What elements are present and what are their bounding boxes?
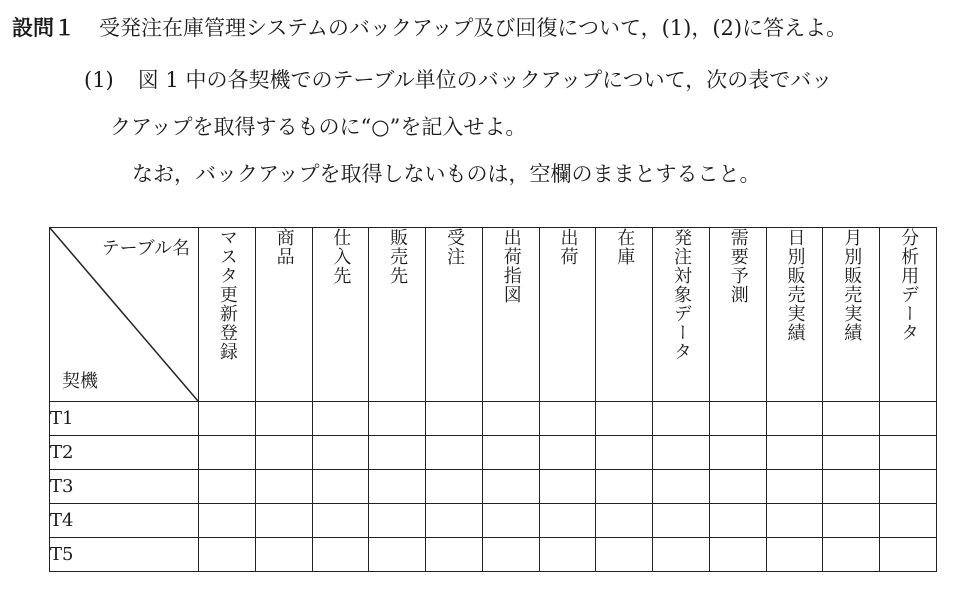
answer-cell[interactable] — [709, 470, 766, 504]
answer-cell[interactable] — [312, 504, 369, 538]
answer-cell[interactable] — [539, 402, 596, 436]
answer-cell[interactable] — [426, 402, 483, 436]
answer-cell[interactable] — [653, 470, 710, 504]
table-row — [50, 402, 937, 436]
answer-cell[interactable] — [482, 470, 539, 504]
question-heading — [12, 12, 847, 42]
column-header-label: 仕入先 — [330, 228, 352, 285]
answer-cell[interactable] — [539, 538, 596, 572]
answer-cell[interactable] — [426, 470, 483, 504]
row-header: T2 — [50, 436, 199, 470]
answer-cell[interactable] — [199, 436, 256, 470]
answer-cell[interactable] — [596, 402, 653, 436]
question-text: 受発注在庫管理システムのバックアップ及び回復について，(1)，(2)に答えよ。 — [99, 16, 848, 40]
answer-cell[interactable] — [823, 436, 880, 470]
answer-cell[interactable] — [482, 538, 539, 572]
answer-cell[interactable] — [709, 504, 766, 538]
answer-cell[interactable] — [312, 436, 369, 470]
answer-cell[interactable] — [653, 538, 710, 572]
answer-cell[interactable] — [766, 470, 823, 504]
answer-cell[interactable] — [369, 402, 426, 436]
answer-cell[interactable] — [653, 402, 710, 436]
column-header-label: 販売先 — [387, 228, 409, 285]
column-header — [199, 228, 256, 402]
answer-cell[interactable] — [199, 402, 256, 436]
table-body — [50, 402, 937, 572]
answer-cell[interactable] — [596, 436, 653, 470]
answer-cell[interactable] — [766, 436, 823, 470]
answer-cell[interactable] — [255, 402, 312, 436]
trigger-label: 契機 — [62, 371, 98, 392]
answer-cell[interactable] — [369, 436, 426, 470]
corner-header-cell — [50, 228, 199, 402]
column-header-label: 受注 — [443, 228, 465, 266]
answer-cell[interactable] — [199, 504, 256, 538]
answer-cell[interactable] — [369, 504, 426, 538]
column-header-label: 発注対象データ — [671, 228, 692, 361]
answer-cell[interactable] — [199, 470, 256, 504]
answer-cell[interactable] — [880, 402, 937, 436]
answer-cell[interactable] — [823, 402, 880, 436]
answer-cell[interactable] — [596, 470, 653, 504]
subquestion-text-1: 図 1 中の各契機でのテーブル単位のバックアップについて，次の表でバッ — [137, 68, 833, 92]
answer-cell[interactable] — [199, 538, 256, 572]
answer-cell[interactable] — [653, 436, 710, 470]
answer-cell[interactable] — [709, 402, 766, 436]
answer-cell[interactable] — [255, 436, 312, 470]
answer-cell[interactable] — [255, 504, 312, 538]
table-name-label: テーブル名 — [101, 238, 190, 259]
column-header — [653, 228, 710, 402]
answer-cell[interactable] — [823, 470, 880, 504]
answer-cell[interactable] — [880, 436, 937, 470]
column-header-label: 出荷 — [557, 228, 579, 266]
answer-cell[interactable] — [880, 538, 937, 572]
row-header: T5 — [50, 538, 199, 572]
column-header — [880, 228, 937, 402]
column-header-label: 在庫 — [614, 228, 636, 266]
answer-cell[interactable] — [880, 470, 937, 504]
column-header — [539, 228, 596, 402]
subquestion-line-2: クアップを取得するものに“○”を記入せよ。 — [110, 115, 527, 139]
answer-cell[interactable] — [823, 538, 880, 572]
column-header — [426, 228, 483, 402]
answer-cell[interactable] — [880, 504, 937, 538]
answer-cell[interactable] — [369, 538, 426, 572]
column-header-label: マスタ更新登録 — [216, 228, 238, 361]
column-header — [823, 228, 880, 402]
column-header — [312, 228, 369, 402]
column-header — [766, 228, 823, 402]
table-row — [50, 504, 937, 538]
row-header: T3 — [50, 470, 199, 504]
column-header-label: 出荷指図 — [500, 228, 522, 304]
question-label: 設問１ — [12, 16, 75, 40]
answer-cell[interactable] — [482, 436, 539, 470]
answer-cell[interactable] — [482, 402, 539, 436]
answer-cell[interactable] — [312, 402, 369, 436]
column-header-label: 月別販売実績 — [841, 228, 863, 342]
answer-cell[interactable] — [539, 504, 596, 538]
answer-cell[interactable] — [596, 504, 653, 538]
backup-table — [49, 227, 937, 572]
answer-cell[interactable] — [312, 470, 369, 504]
answer-cell[interactable] — [766, 504, 823, 538]
column-header — [596, 228, 653, 402]
answer-cell[interactable] — [312, 538, 369, 572]
column-header — [482, 228, 539, 402]
answer-cell[interactable] — [766, 402, 823, 436]
answer-cell[interactable] — [369, 470, 426, 504]
answer-cell[interactable] — [596, 538, 653, 572]
answer-cell[interactable] — [255, 538, 312, 572]
row-header: T1 — [50, 402, 199, 436]
answer-cell[interactable] — [823, 504, 880, 538]
answer-cell[interactable] — [766, 538, 823, 572]
answer-cell[interactable] — [709, 538, 766, 572]
answer-cell[interactable] — [426, 504, 483, 538]
subquestion-number: (1) — [84, 68, 114, 92]
column-header — [255, 228, 312, 402]
answer-cell[interactable] — [255, 470, 312, 504]
column-header-label: 需要予測 — [727, 228, 749, 304]
answer-cell[interactable] — [426, 436, 483, 470]
column-header-label: 分析用データ — [898, 228, 920, 342]
column-header-label: 商品 — [273, 228, 295, 266]
row-header: T4 — [50, 504, 199, 538]
answer-cell[interactable] — [709, 436, 766, 470]
table-row — [50, 538, 937, 572]
answer-cell[interactable] — [426, 538, 483, 572]
column-header — [709, 228, 766, 402]
answer-cell[interactable] — [482, 504, 539, 538]
answer-cell[interactable] — [539, 470, 596, 504]
subquestion-note: なお，バックアップを取得しないものは，空欄のままとすること。 — [132, 162, 761, 186]
table-header-row — [50, 228, 937, 402]
table-row — [50, 436, 937, 470]
subquestion-line-1 — [84, 64, 832, 94]
answer-cell[interactable] — [653, 504, 710, 538]
answer-cell[interactable] — [539, 436, 596, 470]
table-row — [50, 470, 937, 504]
column-header-label: 日別販売実績 — [784, 228, 806, 342]
column-header — [369, 228, 426, 402]
